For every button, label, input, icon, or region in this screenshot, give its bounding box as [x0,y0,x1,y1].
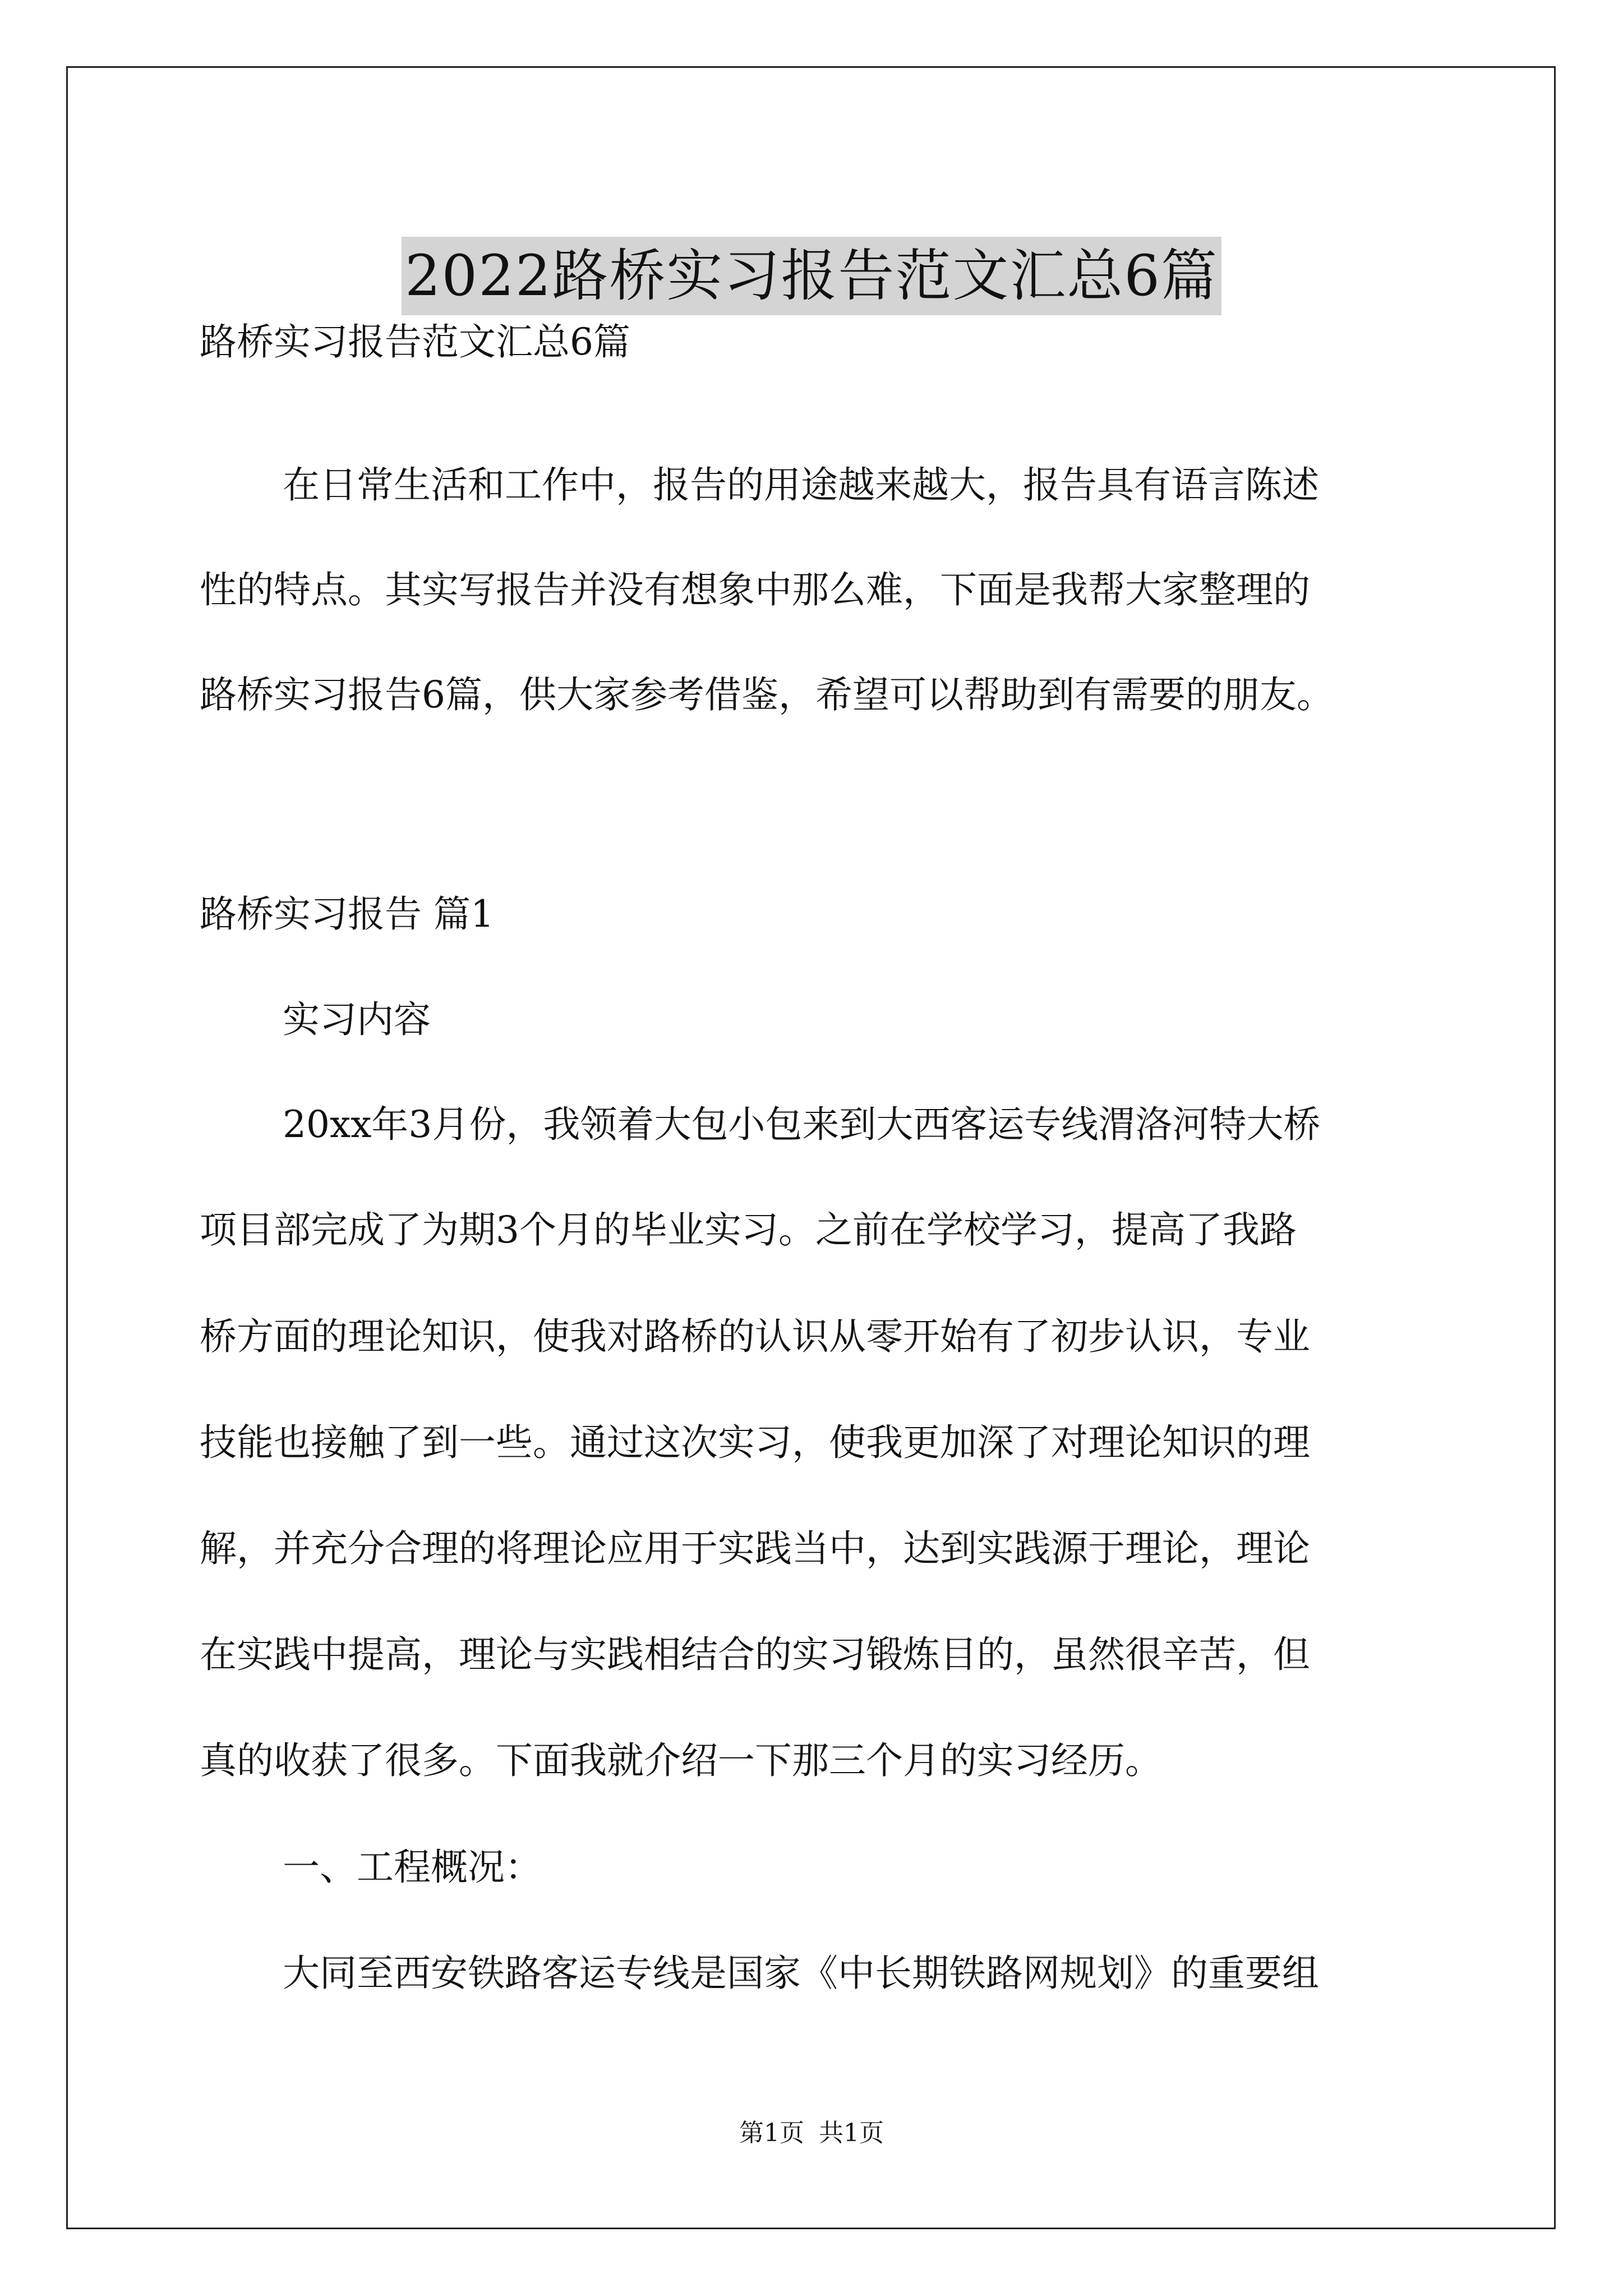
page-total: 共1页 [819,2119,884,2147]
body-line: 路桥实习报告6篇，供大家参考借鉴，希望可以帮助到有需要的朋友。 [200,673,1334,716]
body-line: 真的收获了很多。下面我就介绍一下那三个月的实习经历。 [200,1739,1162,1782]
section-heading: 路桥实习报告 篇1 [200,892,494,936]
body-line: 桥方面的理论知识，使我对路桥的认识从零开始有了初步认识，专业 [200,1315,1310,1358]
subsection-heading: 一、工程概况： [283,1846,542,1889]
subsection-heading: 实习内容 [283,998,431,1041]
body-line: 项目部完成了为期3个月的毕业实习。之前在学校学习，提高了我路 [200,1208,1297,1251]
document-title: 2022路桥实习报告范文汇总6篇 [402,237,1221,315]
page-footer [0,2116,1623,2150]
page-number: 第1页 [739,2119,804,2147]
body-line: 解，并充分合理的将理论应用于实践当中，达到实践源于理论，理论 [200,1527,1310,1570]
body-line: 大同至西安铁路客运专线是国家《中长期铁路网规划》的重要组 [283,1952,1319,1995]
body-line: 在日常生活和工作中，报告的用途越来越大，报告具有语言陈述 [283,463,1319,507]
subtitle-line: 路桥实习报告范文汇总6篇 [200,320,630,364]
body-line: 性的特点。其实写报告并没有想象中那么难，下面是我帮大家整理的 [200,568,1310,611]
body-line: 在实践中提高，理论与实践相结合的实习锻炼目的，虽然很辛苦，但 [200,1633,1310,1676]
body-line: 20xx年3月份，我领着大包小包来到大西客运专线渭洛河特大桥 [283,1103,1321,1146]
body-line: 技能也接触了到一些。通过这次实习，使我更加深了对理论知识的理 [200,1421,1310,1464]
